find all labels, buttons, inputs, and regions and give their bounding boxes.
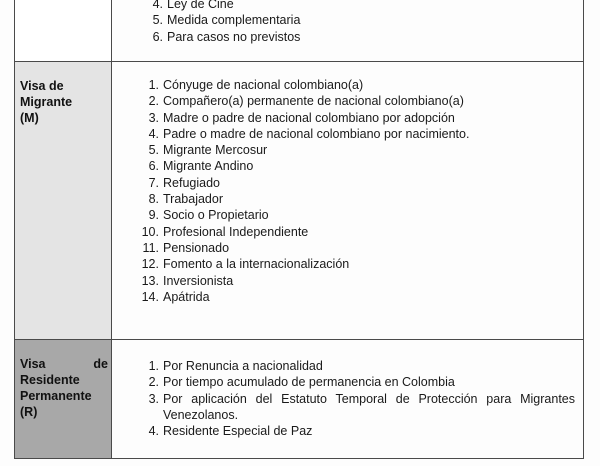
subtype-list (141, 0, 300, 45)
list-item (137, 158, 469, 174)
list-item (137, 273, 469, 289)
list-item (137, 289, 469, 305)
list-item (137, 77, 469, 93)
item-text: Medida complementaria (167, 13, 301, 28)
row-label-cell (15, 62, 112, 339)
item-text: Ley de Cine (167, 0, 234, 11)
row-label-cell (15, 0, 112, 61)
visa-migrante-label (20, 78, 108, 126)
table-row-previous-category (14, 0, 584, 62)
item-number: 12. (141, 257, 159, 272)
item-text: Por tiempo acumulado de permanencia en Colombia (163, 375, 455, 390)
label-line: Visa de (20, 79, 64, 93)
item-number: 1. (148, 78, 159, 92)
label-line: Migrante (20, 95, 73, 109)
list-item (137, 93, 469, 109)
item-number: 3. (148, 110, 159, 125)
item-text: Trabajador (163, 192, 223, 207)
label-line: (R) (20, 405, 38, 419)
item-number: 8. (148, 192, 159, 207)
list-item (137, 240, 469, 256)
list-item (137, 191, 469, 207)
item-number: 5. (152, 13, 163, 28)
list-item (137, 207, 469, 223)
item-number: 6. (148, 159, 159, 174)
list-item (141, 29, 300, 45)
item-text: Padre o madre de nacional colombiano por nacimiento. (163, 126, 470, 141)
subtype-list (137, 77, 469, 305)
item-text: Migrante Mercosur (163, 143, 268, 158)
item-text: Fomento a la internacionalización (163, 257, 350, 272)
item-text: Cónyuge de nacional colombiano(a) (163, 78, 364, 92)
label-line-justified (20, 356, 108, 372)
list-item (137, 224, 469, 240)
list-item (137, 374, 575, 390)
item-number: 13. (141, 273, 159, 288)
item-number: 10. (141, 224, 159, 239)
subtype-list (137, 358, 575, 439)
item-number: 1. (148, 359, 159, 373)
label-line: Residente (20, 373, 80, 387)
item-text: Madre o padre de nacional colombiano por adopción (163, 110, 455, 125)
list-item (137, 358, 575, 374)
list-item (137, 256, 469, 272)
item-number: 7. (148, 175, 159, 190)
list-item (137, 423, 575, 439)
item-text: Apátrida (163, 289, 210, 304)
list-item (137, 110, 469, 126)
item-number: 4. (148, 424, 159, 439)
item-text: Compañero(a) permanente de nacional colombiano(a) (163, 94, 464, 109)
item-text: Socio o Propietario (163, 208, 269, 223)
item-text: Por aplicación del Estatuto Temporal de Protección para Migrantes Venezolanos. (163, 391, 575, 422)
row-label-cell (15, 340, 112, 458)
label-word: Visa (20, 357, 46, 371)
item-text: Migrante Andino (163, 159, 254, 174)
item-text: Profesional Independiente (163, 224, 309, 239)
item-number: 5. (148, 143, 159, 158)
list-item (137, 142, 469, 158)
item-number: 2. (148, 94, 159, 109)
item-text: Inversionista (163, 273, 234, 288)
list-item (141, 12, 300, 28)
item-number: 2. (148, 375, 159, 390)
item-text: Para casos no previstos (167, 29, 301, 44)
item-text: Pensionado (163, 240, 230, 255)
visa-types-table (14, 0, 584, 459)
item-number: 4. (152, 0, 163, 11)
item-number: 4. (148, 126, 159, 141)
list-item (137, 175, 469, 191)
label-word: de (93, 357, 108, 371)
table-row-visa-migrante (14, 62, 584, 340)
item-text: Por Renuncia a nacionalidad (163, 359, 323, 373)
item-number: 6. (152, 29, 163, 44)
item-text: Refugiado (163, 175, 220, 190)
item-text: Residente Especial de Paz (163, 424, 313, 439)
item-number: 11. (142, 240, 159, 255)
item-number: 14. (141, 289, 159, 304)
visa-residente-label (20, 356, 108, 420)
label-line: Permanente (20, 389, 92, 403)
label-line: (M) (20, 111, 39, 125)
table-row-visa-residente (14, 340, 584, 459)
item-number: 9. (148, 208, 159, 223)
list-item (137, 126, 469, 142)
list-item (141, 0, 300, 12)
item-number: 3. (148, 391, 159, 406)
list-item (137, 391, 575, 424)
